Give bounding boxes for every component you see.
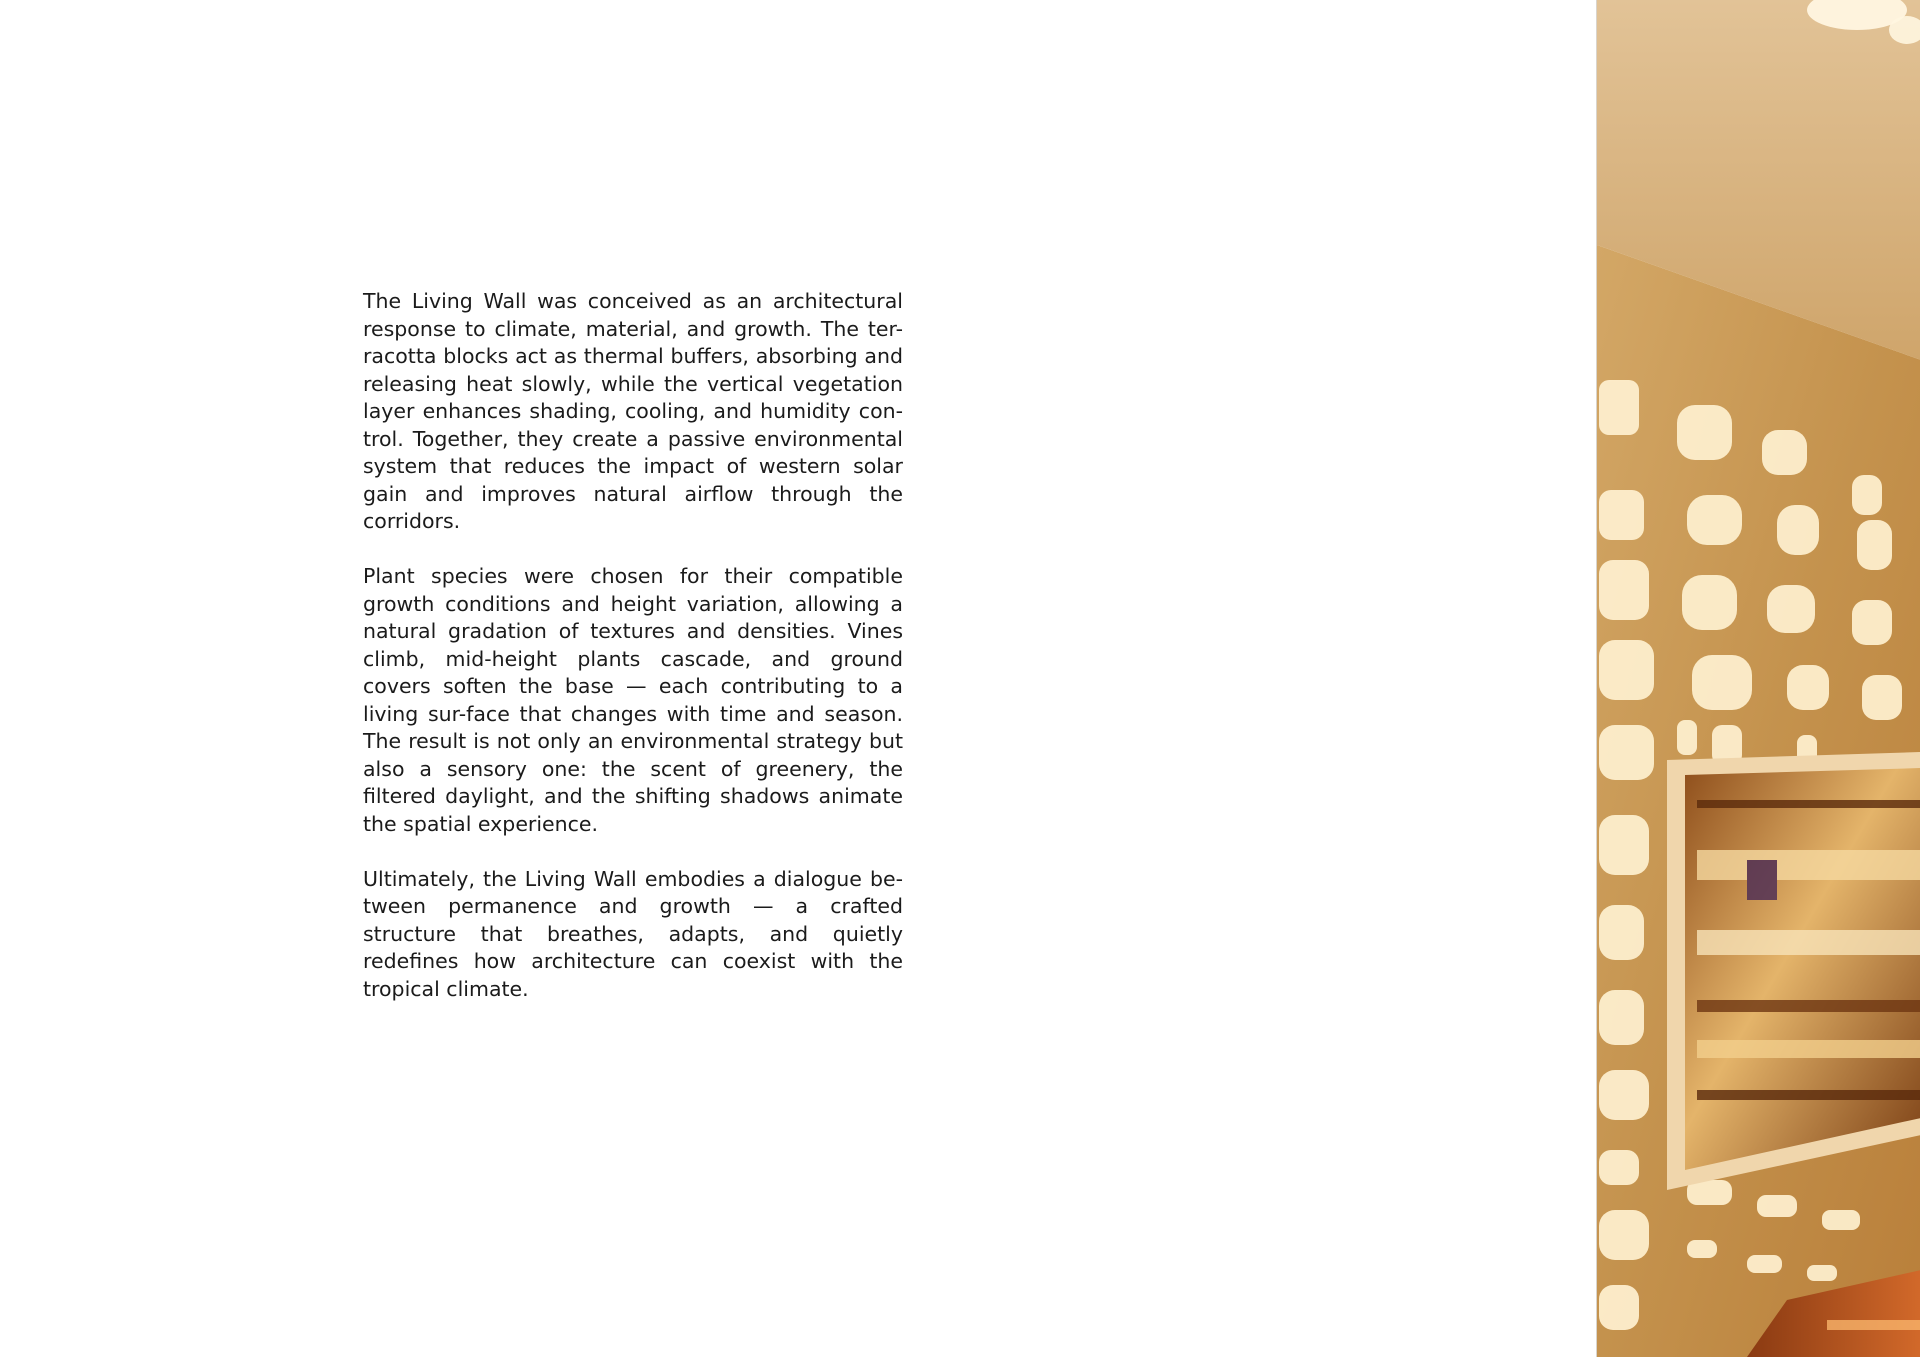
paragraph-1: The Living Wall was conceived as an architectural response to climate, material, and growth. The ter-racotta blocks act as thermal buffers, absorbing and releasing heat slowly, while the vertical vegetation layer enhances shading, cooling, and humidity con-trol. Together, they create a passive environmental system that reduces the impact of western solar gain and improves natural airflow through the corridors.: [363, 289, 903, 533]
paragraph-2: Plant species were chosen for their compatible growth conditions and height variation, allowing a natural gradation of textures and densities. Vines climb, mid-height plants cascade, and ground covers soften the base — each contributing to a living sur-face that changes with time and season. The result is not only an environmental strategy but also a sensory one: the scent of greenery, the filtered daylight, and the shifting shadows animate the spatial experience.: [363, 564, 903, 836]
paragraph-3: Ultimately, the Living Wall embodies a dialogue be-tween permanence and growth — a crafted structure that breathes, adapts, and quietly redefines how architecture can coexist with the tropical climate.: [363, 866, 903, 1001]
living-wall-photo: [1596, 0, 1920, 1357]
living-wall-render: [1597, 0, 1920, 1357]
window-interior: [1685, 768, 1920, 1170]
body-text: [363, 288, 903, 1031]
